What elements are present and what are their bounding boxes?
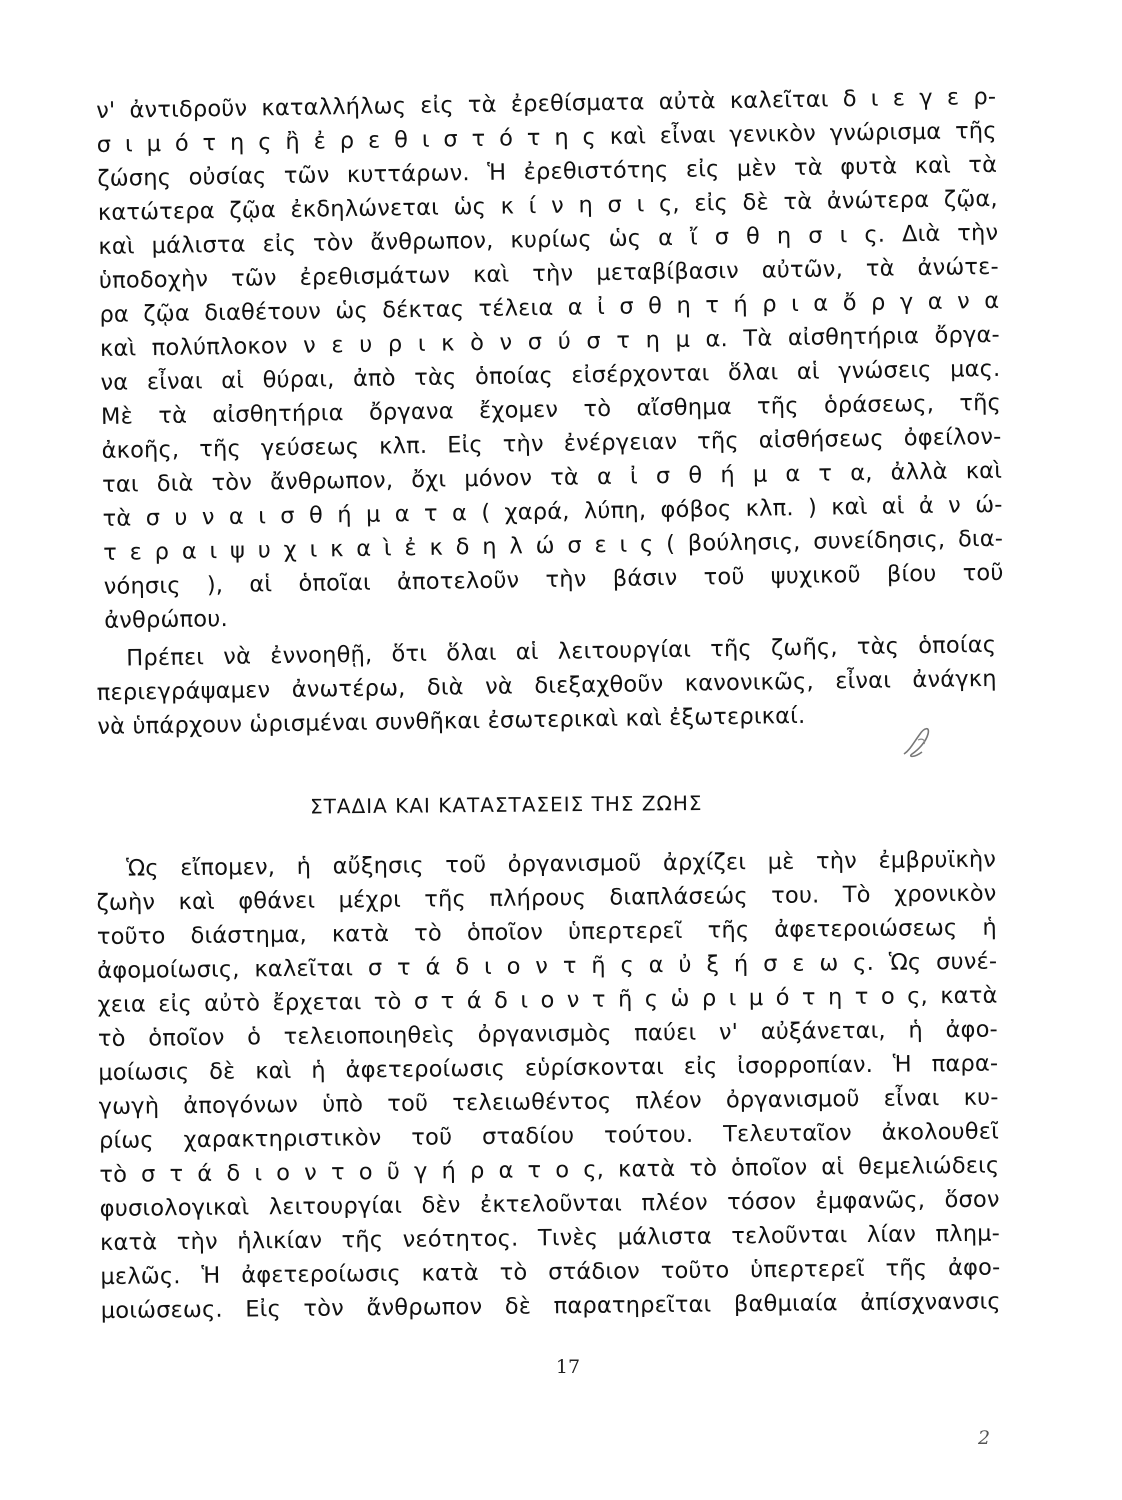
corner-sheet-mark: 2 [977, 1427, 991, 1449]
text-line: καὶ πολύπλοκον ν ε υ ρ ι κ ὸ ν σ ύ σ τ η μ α. Τὰ αἰσθητήρια ὄργα- [99, 321, 1001, 362]
text-line: τοῦτο διάστημα, κατὰ τὸ ὁποῖον ὑπερτερεῖ τῆς ἀφετεροιώσεως ἡ [96, 914, 997, 950]
text-line: μελῶς. Ἡ ἀφετεροίωσις κατὰ τὸ στάδιον τοῦτο ὑπερτερεῖ τῆς ἀφο- [100, 1254, 1001, 1290]
pen-scribble-icon [900, 720, 934, 760]
text-line: μοίωσις δὲ καὶ ἡ ἀφετεροίωσις εὑρίσκονται εἰς ἰσορροπίαν. Ἡ παρα- [98, 1050, 999, 1086]
text-line: ἀκοῆς, τῆς γεύσεως κλπ. Εἰς τὴν ἐνέργειαν τῆς αἰσθήσεως ὀφείλον- [101, 423, 1002, 464]
text-line: κατὰ τὴν ἡλικίαν τῆς νεότητος. Τινὲς μάλιστα τελοῦνται λίαν πλημ- [99, 1220, 1001, 1256]
text-line: περιεγράψαμεν ἀνωτέρω, διὰ νὰ διεξαχθοῦν κανονικῶς, εἶναι ἀνάγκη [96, 665, 997, 706]
text-line: ὑποδοχὴν τῶν ἐρεθισμάτων καὶ τὴν μεταβίβασιν αὐτῶν, τὰ ἀνώτε- [98, 253, 1000, 294]
text-line: σ ι μ ό τ η ς ἢ ἐ ρ ε θ ι σ τ ό τ η ς καὶ εἶναι γενικὸν γνώρισμα τῆς [96, 117, 997, 158]
paragraph-senses [96, 80, 1004, 638]
text-line: τ ε ρ α ι ψ υ χ ι κ α ὶ ἐ κ δ η λ ώ σ ε ι ς ( βούλησις, συνείδησις, δια- [103, 525, 1004, 566]
text-line: ἀφομοίωσις, καλεῖται σ τ ά δ ι ο ν τ ῆ ς α ὐ ξ ή σ ε ω ς. Ὡς συνέ- [97, 948, 998, 984]
text-line: γωγὴ ἀπογόνων ὑπὸ τοῦ τελειωθέντος πλέον ὀργανισμοῦ εἶναι κυ- [98, 1084, 999, 1120]
text-line: ἀνθρώπου. [104, 605, 229, 634]
text-line: νὰ ὑπάρχουν ὡρισμέναι συνθῆκαι ἐσωτερικαὶ καὶ ἐξωτερικαί. [97, 702, 806, 740]
text-line: νόησις ), αἱ ὁποῖαι ἀποτελοῦν τὴν βάσιν τοῦ ψυχικοῦ βίου τοῦ [103, 559, 1004, 600]
text-line: ρίως χαρακτηριστικὸν τοῦ σταδίου τούτου. Τελευταῖον ἀκολουθεῖ [98, 1118, 1000, 1154]
section-heading: ΣΤΑΔΙΑ ΚΑΙ ΚΑΤΑΣΤΑΣΕΙΣ ΤΗΣ ΖΩΗΣ [309, 791, 703, 819]
text-line: χεια εἰς αὐτὸ ἔρχεται τὸ σ τ ά δ ι ο ν τ ῆ ς ὡ ρ ι μ ό τ η τ ο ς, κατὰ [97, 982, 998, 1018]
text-line: Ὡς εἴπομεν, ἡ αὔξησις τοῦ ὀργανισμοῦ ἀρχίζει μὲ τὴν ἐμβρυϊκὴν [126, 846, 997, 882]
text-line: μοιώσεως. Εἰς τὸν ἄνθρωπον δὲ παρατηρεῖται βαθμιαία ἀπίσχνανσις [100, 1288, 1001, 1324]
text-line: καὶ μάλιστα εἰς τὸν ἄνθρωπον, κυρίως ὡς α ἴ σ θ η σ ι ς. Διὰ τὴν [98, 219, 999, 260]
text-line: Πρέπει νὰ ἐννοηθῇ, ὅτι ὅλαι αἱ λειτουργίαι τῆς ζωῆς, τὰς ὁποίας [126, 631, 997, 672]
text-line: τὸ σ τ ά δ ι ο ν τ ο ῦ γ ή ρ α τ ο ς, κατὰ τὸ ὁποῖον αἱ θεμελιώδεις [99, 1152, 1000, 1188]
text-line: Μὲ τὰ αἰσθητήρια ὄργανα ἔχομεν τὸ αἴσθημα τῆς ὁράσεως, τῆς [100, 389, 1002, 430]
text-line: φυσιολογικαὶ λειτουργίαι δὲν ἐκτελοῦνται πλέον τόσον ἐμφανῶς, ὅσον [99, 1186, 1000, 1222]
text-line: κατώτερα ζῷα ἐκδηλώνεται ὡς κ ί ν η σ ι ς, εἰς δὲ τὰ ἀνώτερα ζῷα, [97, 185, 998, 226]
paragraph-life-stages [96, 843, 1001, 1328]
text-line: ζώσης οὐσίας τῶν κυττάρων. Ἡ ἐρεθιστότης εἰς μὲν τὰ φυτὰ καὶ τὰ [97, 151, 998, 192]
text-line: να εἶναι αἱ θύραι, ἀπὸ τὰς ὁποίας εἰσέρχονται ὅλαι αἱ γνώσεις μας. [100, 355, 1001, 396]
text-line: ν' ἀντιδροῦν καταλλήλως εἰς τὰ ἐρεθίσματα αὐτὰ καλεῖται δ ι ε γ ε ρ- [96, 83, 997, 124]
text-line: ζωὴν καὶ φθάνει μέχρι τῆς πλήρους διαπλάσεώς του. Τὸ χρονικὸν [96, 880, 997, 916]
text-line: ρα ζῷα διαθέτουν ὡς δέκτας τέλεια α ἰ σ θ η τ ή ρ ι α ὄ ρ γ α ν α [99, 287, 1000, 328]
text-line: τὸ ὁποῖον ὁ τελειοποιηθεὶς ὀργανισμὸς παύει ν' αὐξάνεται, ἡ ἀφο- [97, 1016, 999, 1052]
text-line: τὰ σ υ ν α ι σ θ ή μ α τ α ( χαρά, λύπη, φόβος κλπ. ) καὶ αἱ ἀ ν ώ- [102, 491, 1003, 532]
paragraph-conditions [96, 628, 997, 744]
page-number: 17 [555, 1356, 581, 1378]
text-line: ται διὰ τὸν ἄνθρωπον, ὄχι μόνον τὰ α ἰ σ θ ή μ α τ α, ἀλλὰ καὶ [101, 457, 1003, 498]
